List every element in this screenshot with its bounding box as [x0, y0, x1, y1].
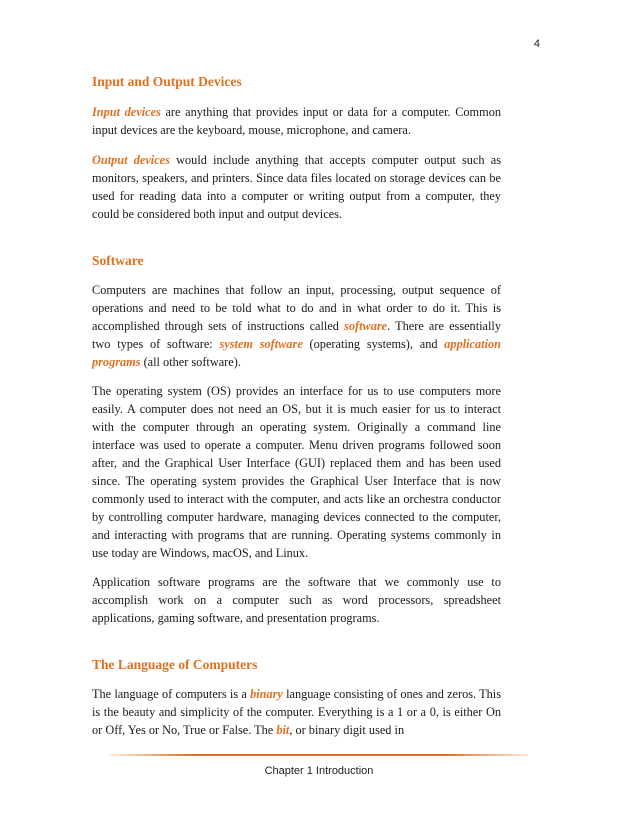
page-number: 4 [533, 38, 540, 50]
paragraph-input-devices [92, 103, 501, 139]
section-heading-language-of-computers: The Language of Computers [92, 657, 258, 672]
term-output-devices: Output devices [92, 153, 170, 167]
paragraph-operating-system: The operating system (OS) provides an interface for us to use computers more easily. A computer does not need an OS, but it is much easier for us to interact with the computer through an operating system. Originally a command line interface was used to operate a computer. Menu driven programs followed soon after, and the Graphical User Interface (GUI) replaced them and has been used since. The operating system provides the Graphical User Interface that is now commonly used to interact with the computer, and acts like an orchestra conductor by controlling computer hardware, managing devices connected to the computer, and interacting with programs that are running. Operating systems commonly in use today are Windows, macOS, and Linux. [92, 384, 501, 560]
paragraph-text: (all other software). [140, 355, 241, 369]
paragraph-text: . There are essentially two types of software: [92, 319, 501, 351]
paragraph-text: , or binary digit used in [289, 723, 405, 737]
page-body [92, 74, 501, 739]
section-heading-software: Software [92, 253, 144, 268]
term-system-software: system software [219, 337, 303, 351]
footer-chapter-title: Chapter 1 Introduction [264, 765, 374, 777]
footer-divider [110, 754, 528, 756]
paragraph-text: Computers are machines that follow an input, processing, output sequence of operations and need to be told what to do and in what order to do it. This is accomplished through sets of instructions called [92, 283, 501, 333]
term-application-programs: application programs [92, 337, 501, 369]
term-bit: bit [276, 723, 290, 737]
paragraph-application-software: Application software programs are the software that we commonly use to accomplish work on a computer such as word processors, spreadsheet applications, gaming software, and presentation programs. [92, 575, 501, 625]
section-heading-input-output: Input and Output Devices [92, 74, 242, 89]
paragraph-text: would include anything that accepts computer output such as monitors, speakers, and printers. Since data files located on storage devices can be used for reading data into a computer or writing output from a computer, they could be considered both input and output devices. [92, 153, 501, 221]
paragraph-text: language consisting of ones and zeros. This is the beauty and simplicity of the computer. Everything is a 1 or a 0, is either On or Off, Yes or No, True or False. The [92, 687, 501, 737]
paragraph-text: The language of computers is a [92, 687, 251, 701]
term-software: software [344, 319, 388, 333]
paragraph-software-intro [92, 281, 501, 371]
paragraph-output-devices [92, 151, 501, 223]
paragraph-text: (operating systems), and [302, 337, 445, 351]
term-input-devices: Input devices [92, 105, 161, 119]
paragraph-text: are anything that provides input or data for a computer. Common input devices are the keyboard, mouse, microphone, and camera. [92, 105, 501, 137]
term-binary: binary [250, 687, 283, 701]
paragraph-binary-language [92, 685, 501, 739]
